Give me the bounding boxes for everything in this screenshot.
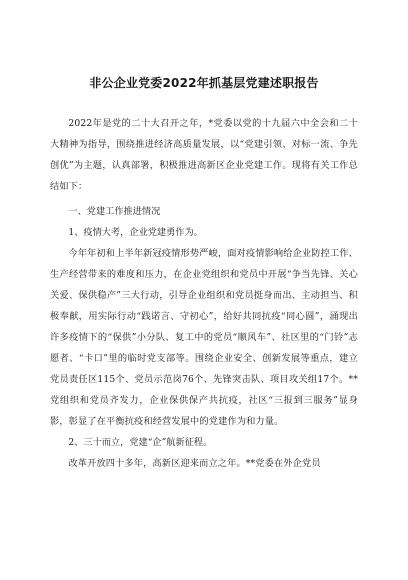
- document-title: 非公企业党委2022年抓基层党建述职报告: [89, 76, 319, 90]
- section-heading: 一、党建工作推进情况: [68, 206, 161, 217]
- intro-paragraph: 2022年是党的二十大召开之年，*党委以党的十九届六中全会和二十大精神为指导，围绕推进经济高质量发展，以“党建引领、对标一流、争先创优”为主题，认真部署，积极推进高新区企业党建工作。现将有关工作总结如下：: [50, 118, 358, 192]
- subsection-body-2: 改革开放四十多年，高新区迎来而立之年。**党委在外企党员: [68, 458, 321, 469]
- subsection-heading-1: 1、疫情大考，企业党建勇作为。: [68, 227, 203, 238]
- subsection-heading-2: 2、三十而立，党建“企”航新征程。: [68, 437, 213, 448]
- subsection-body-1: 今年年初和上半年新冠疫情形势严峻，面对疫情影响给企业防控工作、生产经营带来的难度和压力，在企业党组织和党员中开展“争当先锋、关心关爱、保供稳产”三大行动，引导企业组织和党员挺身而出、主动担当、积极奉献，用实际行动“践诺言、守初心”，给好共同抗疫“同心圆”，涌现出许多疫情下的“保供”小分队、复工中的党员“顺风车”、社区里的“门铃”志愿者、“卡口”里的临时党支部等。围绕企业安全、创新发展等重点，建立党员责任区115个、党员示范岗76个、先锋突击队、项目攻关组17个。**党组织和党员齐发力，企业保供保产共抗疫，社区“三报到三服务”显身影，彰显了在平衡抗疫和经营发展中的党建作为和力量。: [50, 248, 358, 427]
